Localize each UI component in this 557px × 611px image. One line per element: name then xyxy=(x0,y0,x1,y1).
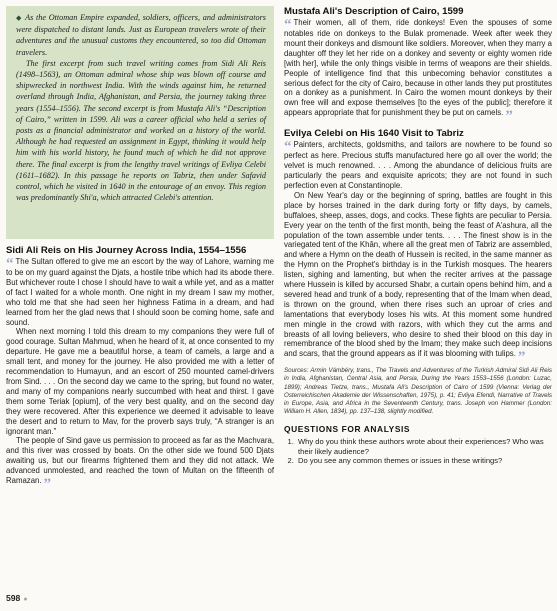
questions-list xyxy=(284,437,552,466)
sidi-section xyxy=(6,245,274,493)
page-dot-icon: ● xyxy=(23,596,28,603)
quote-close-icon: ” xyxy=(43,476,52,493)
right-column xyxy=(284,6,552,466)
intro-paragraph-1 xyxy=(16,12,266,58)
quote-close-icon: ” xyxy=(505,108,513,125)
left-column xyxy=(6,6,274,493)
quote-open-icon: “ xyxy=(284,17,292,33)
evliya-paragraph-2 xyxy=(284,190,552,366)
sidi-paragraph-1 xyxy=(6,257,274,327)
sidi-paragraph-3 xyxy=(6,436,274,493)
sources-note: Sources: Armin Vámbéry, trans., The Travels and Adventures of the Turkish Admiral Sidi Ali Reis in India, Afghanistan, Central Asia, and Persia, During the Years 1553–1556 (London: Luzac, 1899); Andreas Tietze, trans., Mustafa Ali's Description of Cairo of 1599 (Vienna: Verlag der Osterreichischen Akademie der Wissenschaften, 1975), p. 41; Evliya Efendi, Narrative of Travels in Europe, Asia, and Africa in the Seventeenth Century, trans. Joseph von Hammer (London: William H. Allen, 1834), pp. 137–138, slightly modified. xyxy=(284,367,552,415)
sidi-text-3: The people of Sind gave us permission to proceed as far as the Machvara, and this river was crossed by boats. On the other side we found 500 Djats awaiting us, but our firearms frightened them and they did not attack. We advanced unmolested, and reached the town of Multan on the fifteenth of Ramazan. xyxy=(6,436,274,486)
intro-box xyxy=(6,6,274,239)
evliya-text-1: Painters, architects, goldsmiths, and tailors are nowhere to be found so perfect as here. Precious stuffs manufactured here go all over the world; the velvet is much renowned. . . . Among the abundance of delicious fruits are particularly the pears and exquisite apricots; they are not found in such perfection even at Constantinople. xyxy=(284,140,552,190)
mustafa-section xyxy=(284,6,552,125)
evliya-paragraph-1 xyxy=(284,140,552,191)
questions-heading: QUESTIONS FOR ANALYSIS xyxy=(284,423,411,434)
evliya-text-2: On New Year's day or the beginning of spring, battles are fought in this place by horses trained in the dark during forty or fifty days, by camels, buffaloes, sheep, asses, dogs, and cocks. These fights are peculiar to Persia. Every year on the tenth of the first month, being the feast of A'ashura, all the population of the town assemble under tents. . . . The finest show is in the variegated tent of the Khân, where all the great men of Tabriz are assembled, and where a Hymn on the death of Hussein is recited, in the same manner as the Hymn on the Prophet's birthday is in the Turkish mosques. The hearers listen, sighing and lamenting, but when the reciter arrives at the passage where Hussein is killed by accursed Shabr, a curtain opens behind him, and a severed head and trunk of a body, representing that of the Imam when dead, is thrown on the ground, when there rises such an uproar of cries and lamentations that everybody loses his wits. At this moment some hundred men mingle in the crowd with razors, with which they cut the arms and breasts of all loving believers, who desire to shed their blood on this day in remembrance of the blood shed by the Imam; they make such deep incisions and scars, that the ground appears as if it was blooming with tulips. xyxy=(284,190,552,359)
intro-paragraph-2: The first excerpt from such travel writing comes from Sidi Ali Reis (1498–1563), an Ottoman admiral whose ship was blown off course and shipwrecked in northwest India. With the winds against him, he returned overland through India, Afghanistan, and Persia, the journey taking three years (1554–1556). The second excerpt is from Mustafa Ali's “Description of Cairo,” written in 1599. Ali was a career official who held a series of posts as a financial administrator and worked on a history of the world. Although he had requested an assignment in Egypt, thinking it would help him with his world history, he found much of which he did not approve there. The final excerpt is from the lengthy travel writings of Evliya Celebi (1611–1682). In this passage he reports on Tabriz, then under Safavid control, which he visited in 1640 in the entourage of an envoy. This region was predominantly Shi'a, which attracted Celebi's attention. xyxy=(16,58,266,203)
sidi-heading: Sidi Ali Reis on His Journey Across India, 1554–1556 xyxy=(6,245,247,256)
page-number xyxy=(6,593,28,603)
questions-section xyxy=(284,424,552,466)
evliya-section xyxy=(284,128,552,366)
mustafa-text-1: Their women, all of them, ride donkeys! Even the spouses of some notables ride on donkeys to the Bulak promenade. Week after week they mount their donkeys and dismount like soldiers. Moreover, when they marry a daughter off they let her ride on a donkey and seventy or eighty women ride [with her], while the only things visible in terms of weapons are their shields. People of intelligence find that this unbecoming behavior constitutes a serious defect for the city of Cairo, because in other lands they put prostitutes on a donkey as a punishment. In Cairo the women mount donkeys by their own free will and expose themselves [to the eyes of the public]; therefore it appears appropriate that for punishment they be put on camels. xyxy=(284,18,552,118)
question-item: 1. Why do you think these authors wrote about their experiences? Who was their likely audience? xyxy=(296,437,552,456)
mustafa-heading: Mustafa Ali's Description of Cairo, 1599 xyxy=(284,6,464,17)
sidi-text-1: The Sultan offered to give me an escort by the way of Lahore, warning me to be on my guard against the Djats, a hostile tribe which had its abode there. But whichever route I chose I should have to wait a while yet, and as a matter of fact I waited for a whole month. One night in my dream I saw my mother, who told me that she had seen her highness Fatima in a dream, and had learned from her the glad news that I should soon be coming home, safe and sound. xyxy=(6,257,274,327)
evliya-heading: Evilya Celebi on His 1640 Visit to Tabriz xyxy=(284,128,464,140)
sidi-paragraph-2: When next morning I told this dream to my companions they were full of good courage. Sultan Mahmud, when he heard of it, at once consented to my departure. He gave me a beautiful horse, a team of camels, a large and a small tent, and money for the journey. He also provided me with a letter of recommendation to Humayun, and an escort of 250 mounted camel-drivers from Sind. . . . On the second day we came to the spring, but found no water, and many of my companions nearly succumbed with heat and thirst. I gave them some Teriak [opium], of the very best quality, and on the second day they were recovered. After this experience we deemed it advisable to leave the desert and to return to Mav, for the proverb says truly, “A stranger is an ignorant man.” xyxy=(6,327,274,436)
intro-text-1: As the Ottoman Empire expanded, soldiers, officers, and administrators were dispatched to distant lands. Just as European travelers wrote of their adventures and the unusual customs they encountered, so too did Ottoman travelers. xyxy=(16,13,266,57)
page-number-text: 598 xyxy=(6,593,21,603)
quote-open-icon: “ xyxy=(6,256,14,272)
quote-open-icon: “ xyxy=(284,139,292,156)
diamond-bullet-icon: ◆ xyxy=(16,14,23,22)
question-item: 2. Do you see any common themes or issues in these writings? xyxy=(296,456,552,466)
mustafa-paragraph-1 xyxy=(284,17,552,125)
quote-close-icon: ” xyxy=(517,349,526,366)
